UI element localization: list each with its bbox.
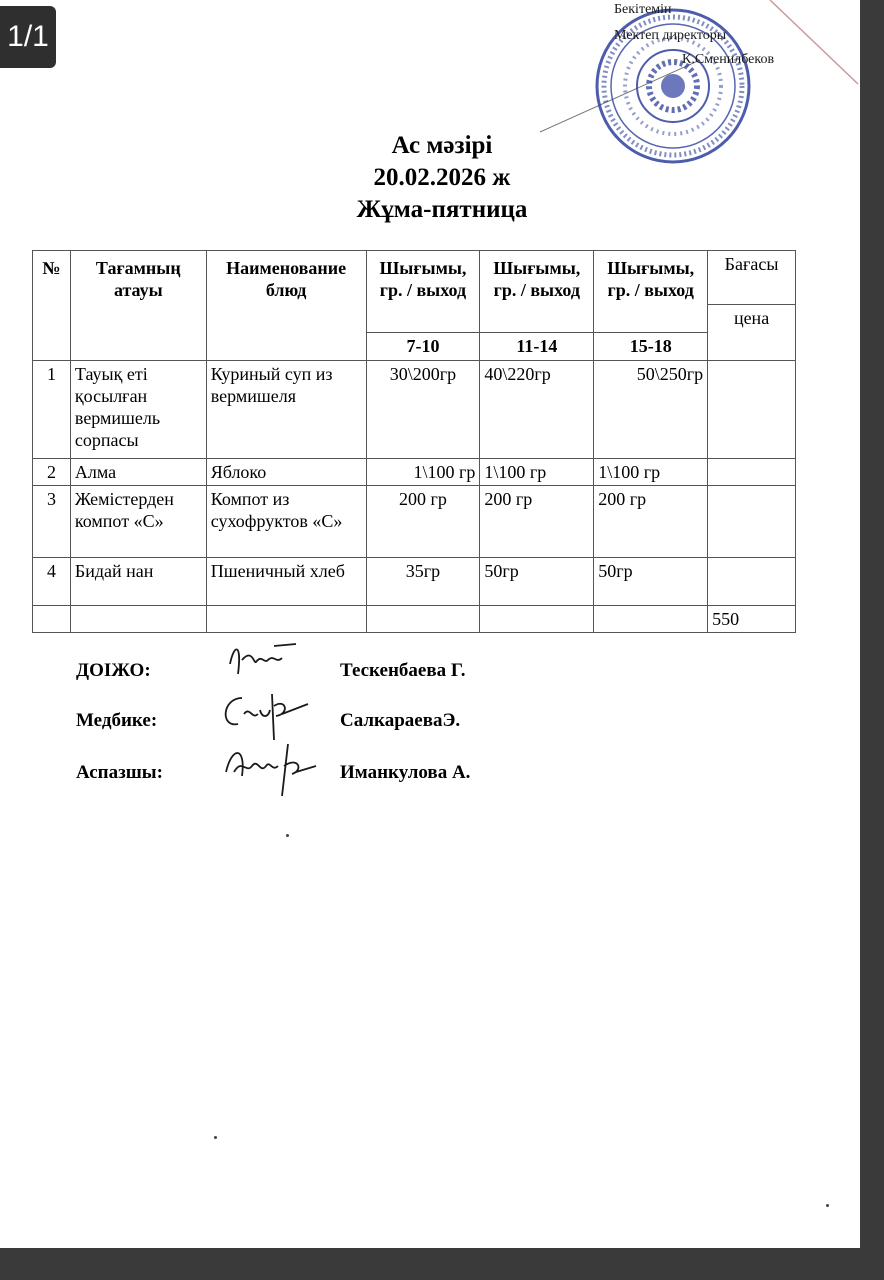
table-row: [33, 486, 796, 558]
document-day: Жұма-пятница: [356, 196, 528, 223]
speck: [214, 1136, 217, 1139]
handwritten-signature: [212, 736, 332, 802]
approval-line-2: Мектеп директоры: [614, 28, 727, 43]
row-num: 4: [33, 558, 71, 606]
row-num: 3: [33, 486, 71, 558]
row-name-ru: Куриный суп из вермишеля: [206, 361, 366, 459]
row-price: [708, 459, 796, 486]
row-output-2: 50гр: [480, 558, 594, 606]
document-header: [0, 130, 884, 226]
approval-line-1: Бекітемін: [614, 2, 672, 17]
row-output-3: 1\100 гр: [594, 459, 708, 486]
header-output-3: Шығымы, гр. / выход: [594, 251, 708, 333]
approval-block: [612, 2, 832, 82]
signature-name: СалкараеваЭ.: [340, 710, 461, 731]
row-name-ru: Пшеничный хлеб: [206, 558, 366, 606]
row-output-1: 35гр: [366, 558, 480, 606]
table-row: [33, 361, 796, 459]
row-output-3: 50гр: [594, 558, 708, 606]
signature-role: Аспазшы:: [76, 762, 163, 783]
table-total-row: [33, 606, 796, 633]
table-row: [33, 558, 796, 606]
age-group-2: 11-14: [480, 333, 594, 361]
header-num: №: [33, 251, 71, 361]
header-price-ru: цена: [708, 305, 796, 361]
row-output-2: 200 гр: [480, 486, 594, 558]
age-group-1: 7-10: [366, 333, 480, 361]
row-num: 2: [33, 459, 71, 486]
speck: [286, 834, 289, 837]
total-price: 550: [708, 606, 796, 633]
row-name-ru: Яблоко: [206, 459, 366, 486]
row-name-kz: Бидай нан: [70, 558, 206, 606]
signature-row-aspazshy: [76, 756, 636, 796]
row-name-kz: Жемістерден компот «С»: [70, 486, 206, 558]
signature-role: Медбике:: [76, 710, 158, 731]
header-price-kz: Бағасы: [708, 251, 796, 305]
handwritten-signature: [212, 684, 322, 744]
row-name-kz: Тауық еті қосылған вермишель сорпасы: [70, 361, 206, 459]
signature-row-doizho: [76, 654, 636, 694]
row-name-ru: Компот из сухофруктов «С»: [206, 486, 366, 558]
approval-director-name: К.Сменилбеков: [682, 52, 775, 67]
row-output-1: 200 гр: [366, 486, 480, 558]
signature-name: Иманкулова А.: [340, 762, 471, 783]
row-num: 1: [33, 361, 71, 459]
page-indicator: 1/1: [0, 6, 56, 68]
signature-role: ДОІЖО:: [76, 660, 151, 681]
document-date: 20.02.2026 ж: [373, 164, 511, 191]
table-header-row: [33, 251, 796, 305]
row-output-1: 1\100 гр: [366, 459, 480, 486]
speck: [826, 1204, 829, 1207]
header-name-kz: Тағамның атауы: [70, 251, 206, 361]
header-output-2: Шығымы, гр. / выход: [480, 251, 594, 333]
table-row: [33, 459, 796, 486]
header-output-1: Шығымы, гр. / выход: [366, 251, 480, 333]
row-output-2: 1\100 гр: [480, 459, 594, 486]
row-output-1: 30\200гр: [366, 361, 480, 459]
row-output-3: 200 гр: [594, 486, 708, 558]
document-title: Ас мәзірі: [391, 132, 493, 159]
header-name-ru: Наименование блюд: [206, 251, 366, 361]
row-price: [708, 361, 796, 459]
row-price: [708, 486, 796, 558]
signature-row-medbike: [76, 704, 636, 744]
row-output-2: 40\220гр: [480, 361, 594, 459]
age-group-3: 15-18: [594, 333, 708, 361]
row-name-kz: Алма: [70, 459, 206, 486]
menu-table: [32, 250, 796, 633]
row-output-3: 50\250гр: [594, 361, 708, 459]
signature-name: Тескенбаева Г.: [340, 660, 466, 681]
row-price: [708, 558, 796, 606]
